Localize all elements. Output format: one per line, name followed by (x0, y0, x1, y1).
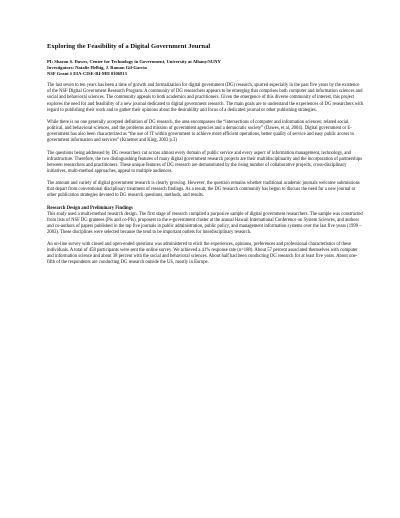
investigators-line: Investigators: Natalie Helbig, J. Ramon Gil-Garcia (47, 65, 147, 71)
document-title: Exploring the Feasibility of a Digital Government Journal (47, 43, 211, 50)
design-paragraph: This study used a multi-method research design. The first stage of research compiled a purposive sample of digital government researchers. The sample was constructed from lists of NSF DG grantees (Pis and co-PIs), proposers to the e-government cluster at the annual Hawaii International Conference on System Sciences, and authors and co-authors of papers published in the top five journals in public administration, public policy, and management information systems over the last five years (1999 – 2003). These disciplines were selected because the tend to be important outlets for interdisciplinary research. (47, 211, 363, 235)
section-heading: Research Design and Preliminary Findings (47, 205, 133, 211)
growth-paragraph: The amount and variety of digital government research is clearly growing. However, the question remains whether traditional academic journals welcome submissions that depart from conventional disciplinary treatment of research findings. As a result, the DG research community has begun to discuss the need for a new journal or other publication strategies devoted to DG research questions, methods, and results. (47, 181, 360, 199)
questions-paragraph: The questions being addressed by DG researchers cut across almost every domain of public service and every aspect of information management, technology, and infrastructure. Therefore, the two distinguishing features of many digital government research projects are their multidisciplinarity and the incorporation of partnerships between researchers and practitioners. These unique features of DG research are demonstrated by the rising number of collaborative projects, cross-disciplinary initiatives, multi-method approaches, appeal to multiple audiences. (47, 150, 363, 174)
survey-paragraph: An on-line survey with closed and open-ended questions was administered to elicit the experiences, opinions, preferences and professional characteristics of these individuals. A total of 458 participants were sent the online survey. We achieved a 41% response rate (n=188). About 57 percent associated themselves with computer and information science and about 38 percent with the social and behavioral sciences. About half had been conducting DG research for at least five years. About one-fifth of the respondents are conducting DG research outside the US, mostly in Europe. (47, 242, 358, 266)
definition-paragraph: While there is no one generally accepted definition of DG research, the area encompasses the “intersections of computer and information sciences; related social, political, and behavioral sciences, and the problems and mission of government agencies and a democratic society” (Dawes, et al, 2004). Digital government or E-government has also been characterized as “the use of IT within government to achieve more efficient operations, better quality of service and easy public access to government information and services” (Kraemer and King, 2003 p.3) (47, 119, 354, 144)
intro-paragraph: The last seven to ten years has been a time of growth and formalization for digital government (DG) research, spurred especially in the past five years by the existence of the NSF Digital Government Research Program. A community of DG researchers appears to be emerging that comprises both computer and information sciences and social and behavioral sciences. The community appeals to both academics and practitioners. Given the emergence of this diverse community of interest, this project explores the need for and feasibility of a new journal dedicated to digital government research. The main goals are to understand the experiences of DG researchers with regard to publishing their work and to gather their opinions about the desirability and focus of a dedicated journal or other publishing strategies. (47, 83, 364, 113)
grant-line: NSF Grant # EIA-CISE-RI-MII 0306813 (47, 71, 127, 77)
document-meta (47, 59, 364, 77)
document-page (47, 43, 364, 273)
pi-line: PI: Sharon S. Dawes, Center for Technology in Government, University at Albany/SUNY (47, 59, 221, 64)
